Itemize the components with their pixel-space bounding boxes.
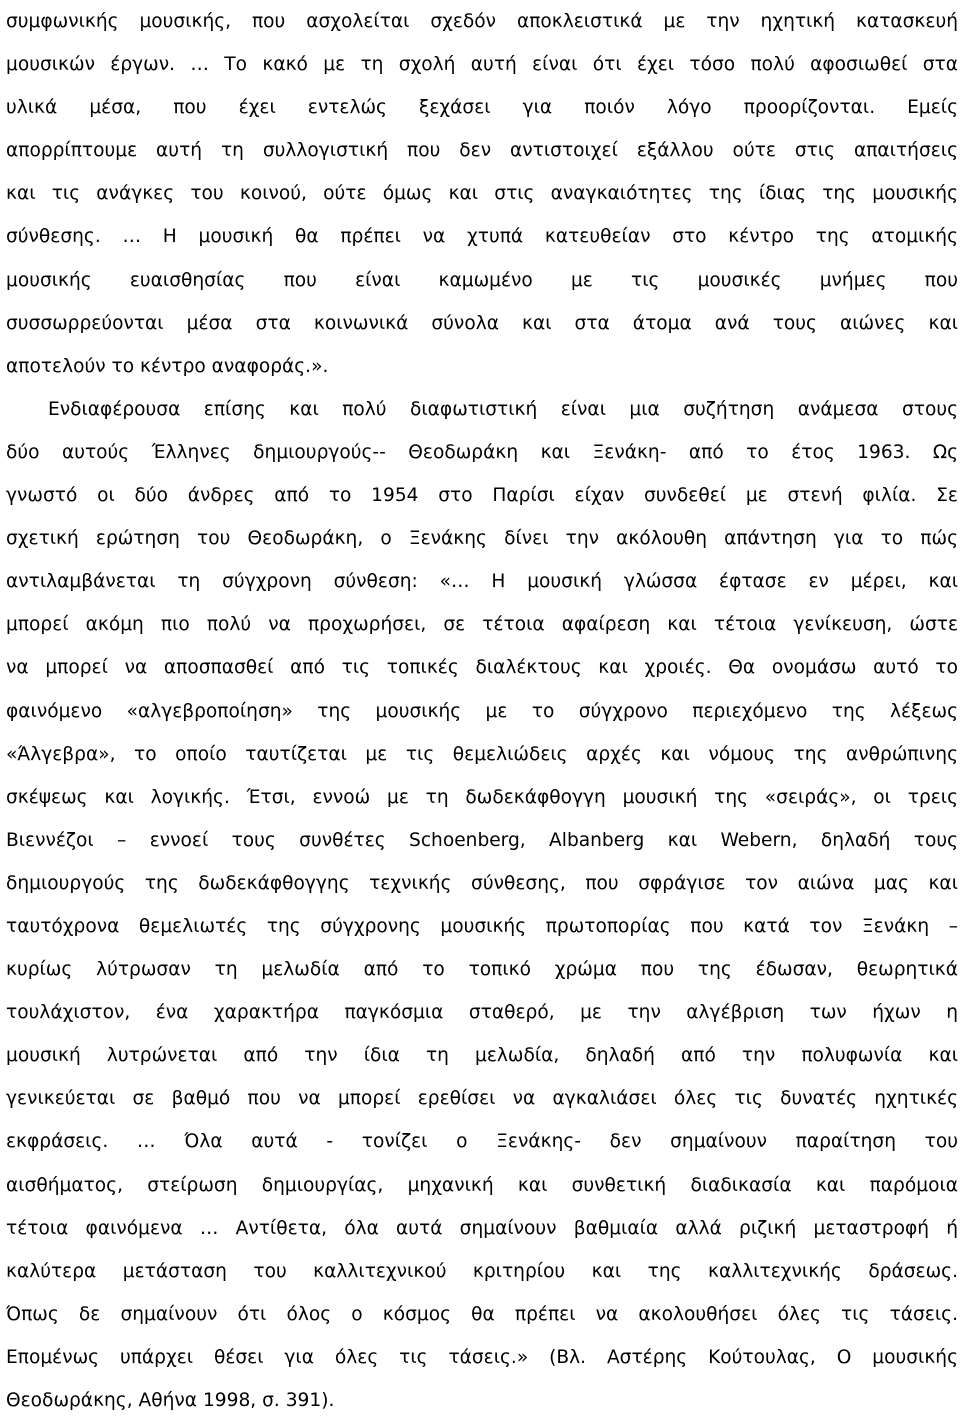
text-line: να μπορεί να αποσπασθεί από τις τοπικές διαλέκτους και χροιές. Θα ονομάσω αυτό το <box>6 657 958 679</box>
text-line: τέτοια φαινόμενα … Αντίθετα, όλα αυτά σημαίνουν βαθμιαία αλλά ριζική μεταστροφή ή <box>6 1217 958 1239</box>
text-line: Θεοδωράκης, Αθήνα 1998, σ. 391). <box>6 1390 335 1411</box>
text-line: Επομένως υπάρχει θέσει για όλες τις τάσεις.» (Βλ. Αστέρης Κούτουλας, Ο μουσικής <box>6 1346 958 1368</box>
text-line: δημιουργούς της δωδεκάφθογγης τεχνικής σύνθεσης, που σφράγισε τον αιώνα μας και <box>6 872 958 894</box>
text-line: σχετική ερώτηση του Θεοδωράκη, ο Ξενάκης δίνει την ακόλουθη απάντηση για το πώς <box>6 528 958 550</box>
text-line: απορρίπτουμε αυτή τη συλλογιστική που δεν αντιστοιχεί εξάλλου ούτε στις απαιτήσεις <box>6 140 958 162</box>
text-line: και τις ανάγκες του κοινού, ούτε όμως και στις αναγκαιότητες της ίδιας της μουσικής <box>6 183 958 205</box>
text-line: αποτελούν το κέντρο αναφοράς.». <box>6 355 329 377</box>
text-line: γενικεύεται σε βαθμό που να μπορεί ερεθίσει να αγκαλιάσει όλες τις δυνατές ηχητικές <box>6 1088 958 1110</box>
text-line: τουλάχιστον, ένα χαρακτήρα παγκόσμια σταθερό, με την αλγέβριση των ήχων η <box>6 1002 958 1024</box>
text-line: κυρίως λύτρωσαν τη μελωδία από το τοπικό χρώμα που της έδωσαν, θεωρητικά <box>6 959 958 981</box>
text-line: ταυτόχρονα θεμελιωτές της σύγχρονης μουσικής πρωτοπορίας που κατά τον Ξενάκη – <box>6 915 958 937</box>
text-line: συμφωνικής μουσικής, που ασχολείται σχεδόν αποκλειστικά με την ηχητική κατασκευή <box>6 11 958 32</box>
document-page <box>6 0 958 1422</box>
text-line: μουσική λυτρώνεται από την ίδια τη μελωδία, δηλαδή από την πολυφωνία και <box>6 1045 958 1067</box>
text-line: εκφράσεις. … Όλα αυτά - τονίζει ο Ξενάκης- δεν σημαίνουν παραίτηση του <box>6 1131 958 1153</box>
text-line: σκέψεως και λογικής. Έτσι, εννοώ με τη δωδεκάφθογγη μουσική της «σειράς», οι τρεις <box>6 786 958 808</box>
text-line: φαινόμενο «αλγεβροποίηση» της μουσικής με το σύγχρονο περιεχόμενο της λέξεως <box>6 700 958 722</box>
text-line: Ενδιαφέρουσα επίσης και πολύ διαφωτιστική είναι μια συζήτηση ανάμεσα στους <box>48 398 958 420</box>
text-line: μπορεί ακόμη πιο πολύ να προχωρήσει, σε τέτοια αφαίρεση και τέτοια γενίκευση, ώστε <box>6 614 958 636</box>
text-line: υλικά μέσα, που έχει εντελώς ξεχάσει για ποιόν λόγο προορίζονται. Εμείς <box>6 97 958 119</box>
text-line: Όπως δε σημαίνουν ότι όλος ο κόσμος θα πρέπει να ακολουθήσει όλες τις τάσεις. <box>6 1303 958 1325</box>
text-line: δύο αυτούς Έλληνες δημιουργούς-- Θεοδωράκη και Ξενάκη- από το έτος 1963. Ως <box>6 441 958 463</box>
text-line: καλύτερα μετάσταση του καλλιτεχνικού κριτηρίου και της καλλιτεχνικής δράσεως. <box>6 1260 958 1282</box>
text-line: αισθήματος, στείρωση δημιουργίας, μηχανική και συνθετική διαδικασία και παρόμοια <box>6 1174 958 1196</box>
text-line: συσσωρρεύονται μέσα στα κοινωνικά σύνολα και στα άτομα ανά τους αιώνες και <box>6 312 958 334</box>
text-line: σύνθεσης. … Η μουσική θα πρέπει να χτυπά κατευθείαν στο κέντρο της ατομικής <box>6 226 958 248</box>
text-line: αντιλαμβάνεται τη σύγχρονη σύνθεση: «… Η μουσική γλώσσα έφτασε εν μέρει, και <box>6 571 958 593</box>
text-line: γνωστό οι δύο άνδρες από το 1954 στο Παρίσι είχαν συνδεθεί με στενή φιλία. Σε <box>6 485 958 507</box>
text-line: Βιεννέζοι – εννοεί τους συνθέτες Schoenberg, Albanberg και Webern, δηλαδή τους <box>6 829 958 851</box>
text-line: μουσικής ευαισθησίας που είναι καμωμένο με τις μουσικές μνήμες που <box>6 269 958 291</box>
text-line: «Άλγεβρα», το οποίο ταυτίζεται με τις θεμελιώδεις αρχές και νόμους της ανθρώπινης <box>6 743 958 765</box>
text-line: μουσικών έργων. … Το κακό με τη σχολή αυτή είναι ότι έχει τόσο πολύ αφοσιωθεί στα <box>6 54 958 76</box>
